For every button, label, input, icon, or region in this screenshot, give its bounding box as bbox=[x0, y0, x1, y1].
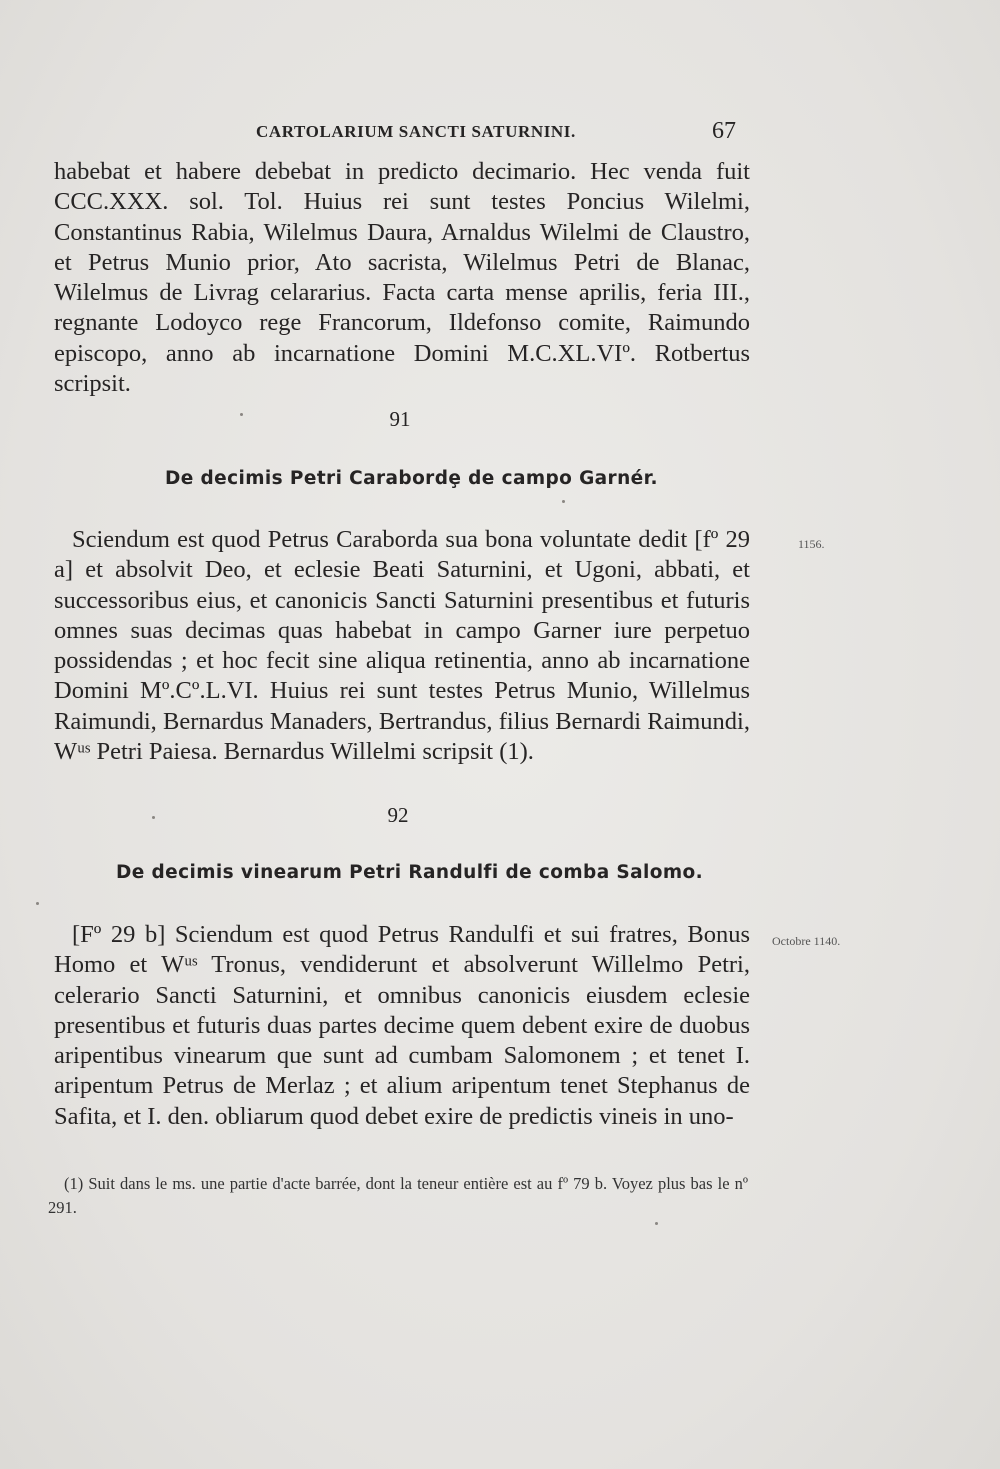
paper-speck bbox=[36, 902, 39, 905]
charter-title-91: De decimis Petri Carabordȩ de campo Garnér. bbox=[165, 468, 658, 489]
paper-speck bbox=[240, 413, 243, 416]
footnote bbox=[48, 1172, 748, 1220]
running-head: CARTOLARIUM SANCTI SATURNINI. bbox=[256, 122, 576, 141]
charter-paragraph-92 bbox=[54, 920, 750, 1132]
paper-speck bbox=[655, 1222, 658, 1225]
paper-speck bbox=[562, 500, 565, 503]
continuation-text: habebat et habere debebat in predicto decimario. Hec venda fuit CCC.XXX. sol. Tol. Huius rei sunt testes Poncius Wilelmi, Constantinus Rabia, Wilelmus Daura, Arnaldus Wilelmi de Claustro, et Petrus Munio prior, Ato sacrista, Wilelmus Petri de Blanac, Wilelmus de Livrag celararius. Facta carta mense aprilis, feria III., regnante Lodoyco rege Francorum, Ildefonso comite, Raimundo episcopo, anno ab incarnatione Domini M.C.XL.VIº. Rotbertus scripsit. bbox=[54, 158, 750, 398]
charter-title-92: De decimis vinearum Petri Randulfi de comba Salomo. bbox=[116, 862, 704, 883]
charter-paragraph-91 bbox=[54, 525, 750, 767]
charter-text-92: [Fº 29 b] Sciendum est quod Petrus Randulfi et sui fratres, Bonus Homo et Wᵘˢ Tronus, vendiderunt et absolverunt Willelmo Petri, celerario Sancti Saturnini, et omnibus canonicis eiusdem eclesie presentibus et futuris duas partes decime quem debent exire de duobus aripentibus vinearum que sunt ad cumbam Salomonem ; et tenet I. aripentum Petrus de Merlaz ; et alium aripentum tenet Stephanus de Safita, et I. den. obliarum quod debet exire de predictis vineis in uno- bbox=[54, 921, 750, 1130]
margin-date-91: 1156. bbox=[798, 537, 825, 551]
footnote-text: (1) Suit dans le ms. une partie d'acte barrée, dont la teneur entière est au fº 79 b. Voyez plus bas le nº 291. bbox=[48, 1174, 748, 1217]
continuation-paragraph bbox=[54, 157, 750, 399]
page-number: 67 bbox=[712, 118, 736, 144]
margin-date-92: Octobre 1140. bbox=[772, 934, 841, 948]
paper-speck bbox=[152, 816, 155, 819]
charter-number-91: 91 bbox=[389, 407, 411, 431]
charter-number-92: 92 bbox=[387, 803, 409, 827]
charter-text-91: Sciendum est quod Petrus Caraborda sua bona voluntate dedit [fº 29 a] et absolvit Deo, et eclesie Beati Saturnini, et Ugoni, abbati, et successoribus eius, et canonicis Sancti Saturnini presentibus et futuris omnes suas decimas quas habebat in campo Garner iure perpetuo possidendas ; et hoc fecit sine aliqua retinentia, anno ab incarnatione Domini Mº.Cº.L.VI. Huius rei sunt testes Petrus Munio, Willelmus Raimundi, Bernardus Manaders, Bertrandus, filius Bernardi Raimundi, Wᵘˢ Petri Paiesa. Bernardus Willelmi scripsit (1). bbox=[54, 526, 750, 766]
